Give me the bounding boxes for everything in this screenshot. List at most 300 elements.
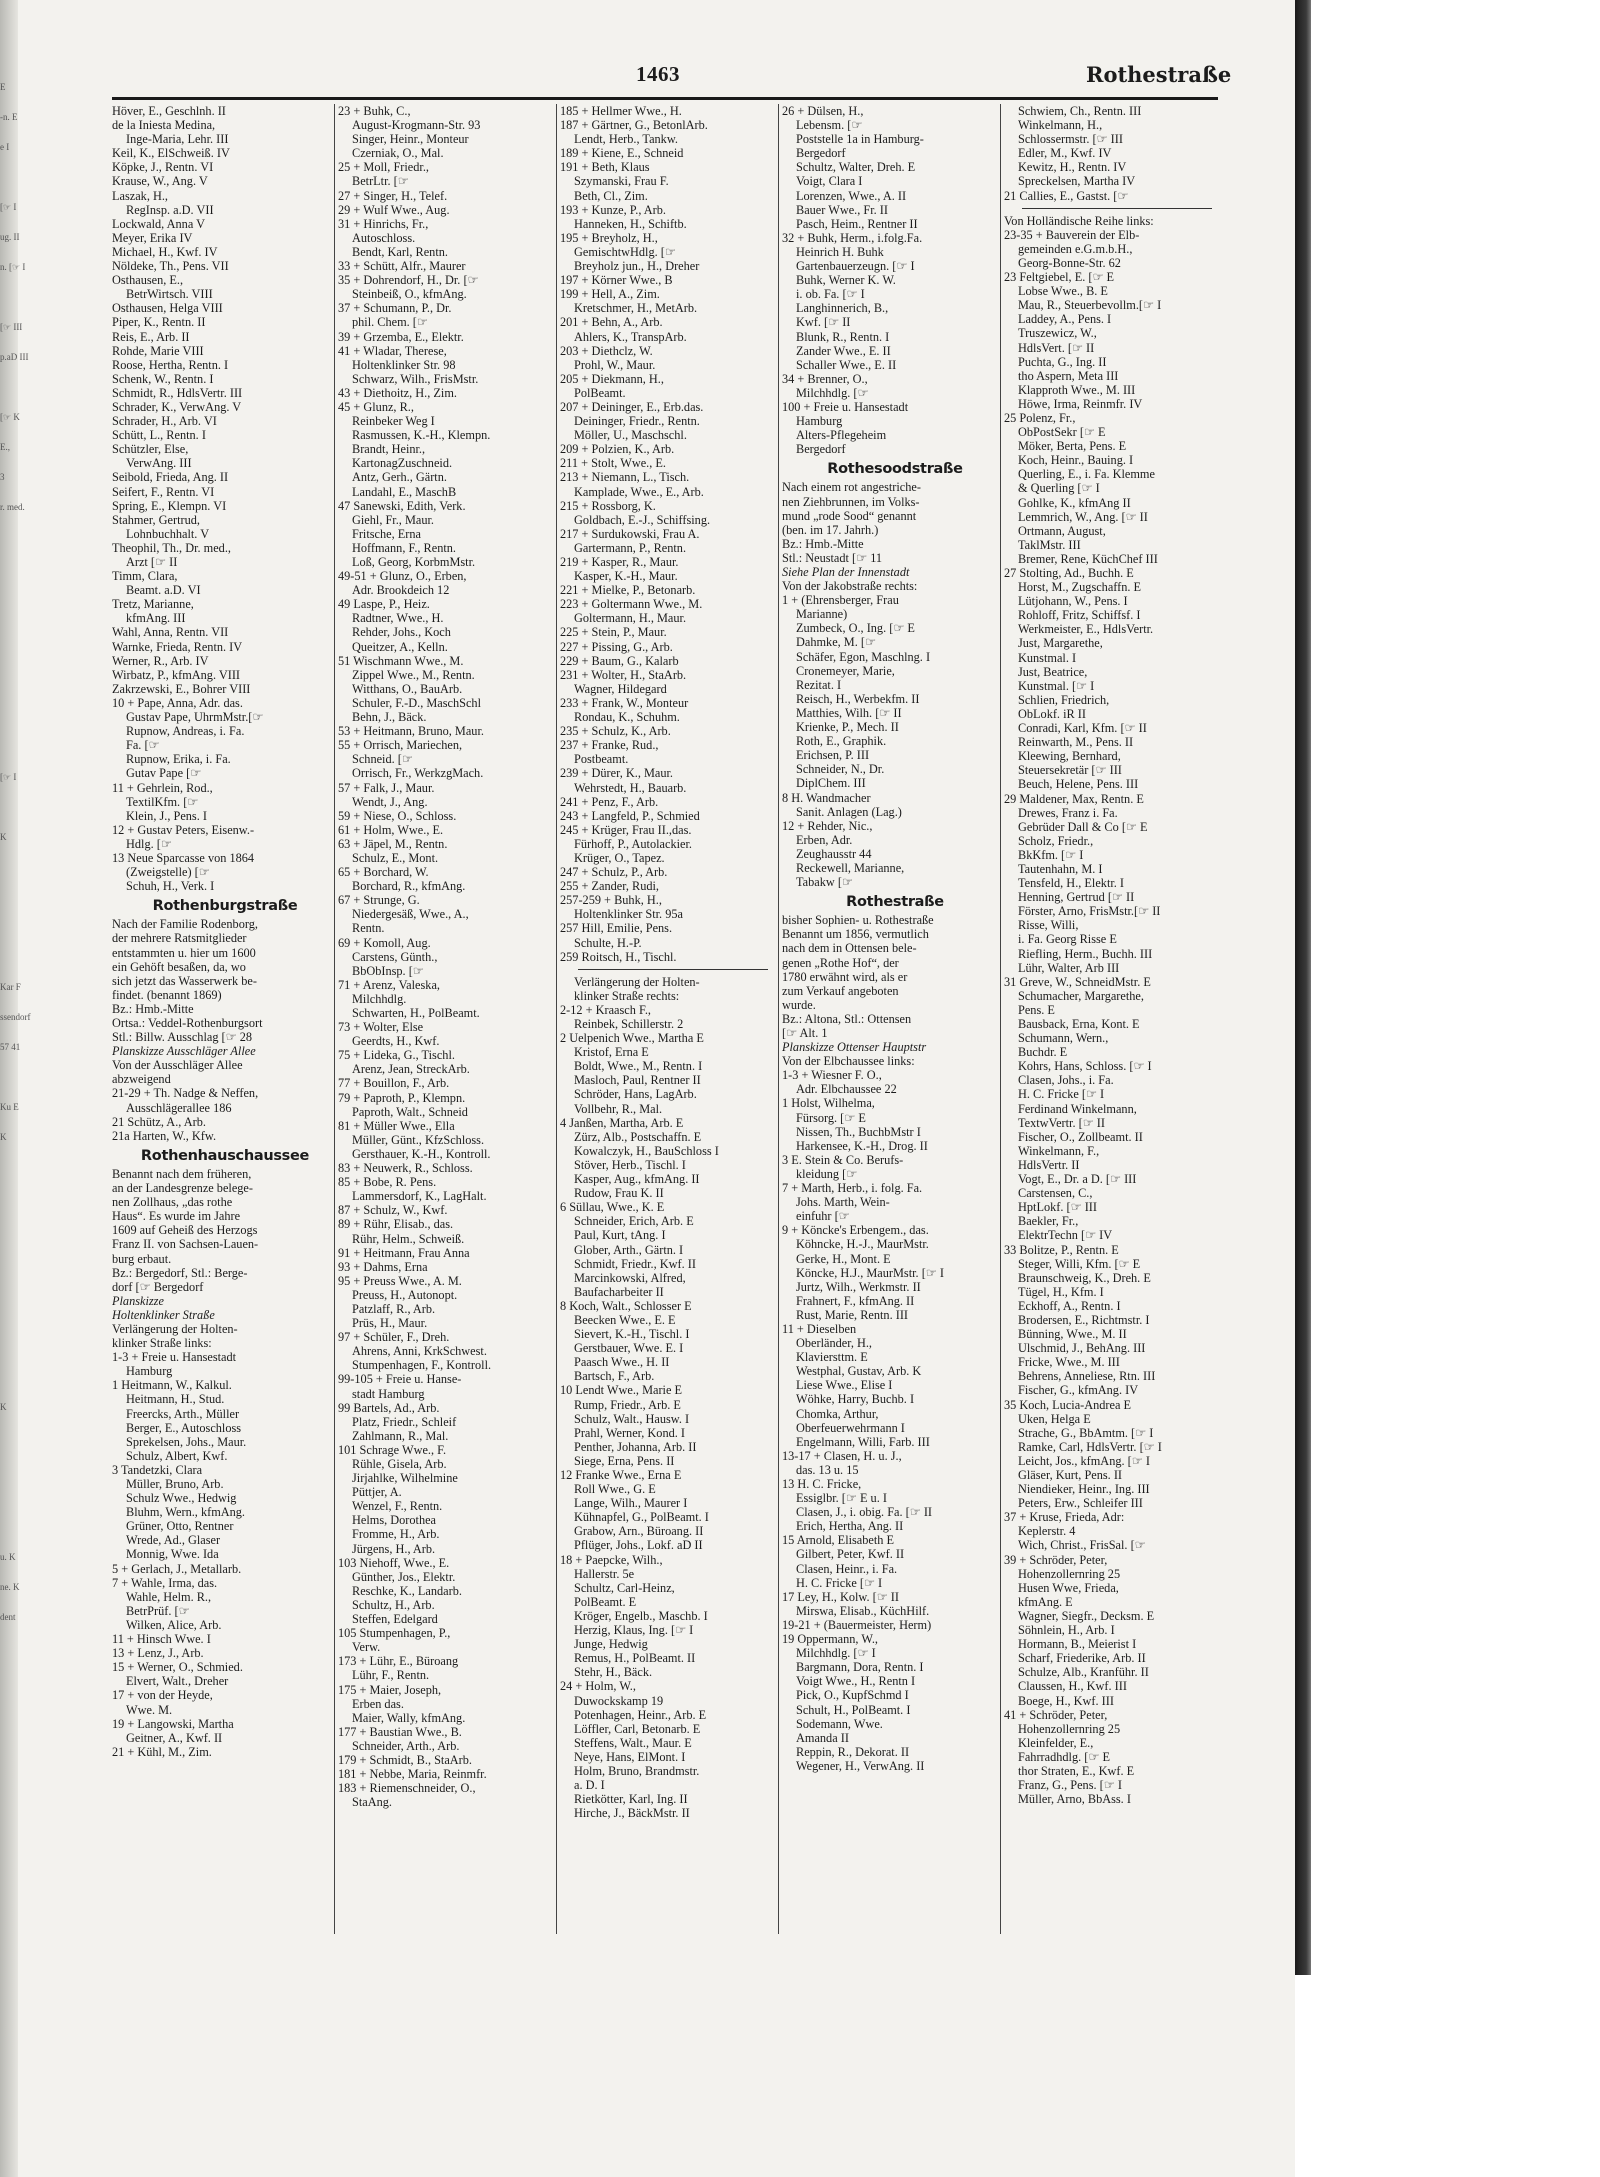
- directory-entry: Patzlaff, R., Arb.: [352, 1301, 436, 1316]
- directory-entry: Krüger, O., Tapez.: [574, 850, 665, 865]
- directory-entry: KartonagZuschneid.: [352, 456, 453, 471]
- directory-entry: 9 + Köncke's Erbengem., das.: [782, 1223, 929, 1238]
- directory-entry: 223 + Goltermann Wwe., M.: [560, 597, 703, 612]
- directory-entry: 193 + Kunze, P., Arb.: [560, 202, 666, 217]
- directory-entry: Müller, Bruno, Arb.: [126, 1477, 224, 1491]
- directory-entry: 37 + Schumann, P., Dr.: [338, 301, 452, 316]
- page-edge-shadow: [1295, 0, 1311, 1975]
- directory-entry: Blunk, R., Rentn. I: [796, 329, 890, 344]
- directory-entry: 99-105 + Freie u. Hanse-: [338, 1372, 462, 1387]
- column-divider: [556, 104, 557, 1934]
- column-divider: [334, 104, 335, 1934]
- directory-entry: Penther, Johanna, Arb. II: [574, 1439, 697, 1454]
- directory-entry: 12 + Rehder, Nic.,: [782, 818, 873, 833]
- adjacent-page-fragment: [0, 650, 18, 680]
- directory-entry: Schneider, N., Dr.: [796, 762, 885, 777]
- directory-entry: Fricke, Wwe., M. III: [1018, 1355, 1120, 1370]
- directory-entry: Theophil, Th., Dr. med.,: [112, 540, 231, 555]
- directory-entry: bisher Sophien- u. Rothestraße: [782, 913, 934, 928]
- directory-entry: de la Iniesta Medina,: [112, 118, 216, 133]
- directory-entry: Risse, Willi,: [1018, 918, 1079, 933]
- directory-entry: Schulz Wwe., Hedwig: [126, 1491, 237, 1506]
- directory-entry: Deininger, Friedr., Rentn.: [574, 414, 700, 429]
- directory-entry: Nissen, Th., BuchbMstr I: [796, 1124, 921, 1139]
- directory-entry: Söhnlein, H., Arb. I: [1018, 1623, 1115, 1638]
- directory-entry: 63 + Jäpel, M., Rentn.: [338, 836, 448, 851]
- directory-entry: 67 + Strunge, G.: [338, 893, 420, 908]
- directory-entry: 34 + Brenner, O.,: [782, 371, 868, 386]
- adjacent-page-fragment: Kar F: [0, 982, 21, 992]
- directory-entry: 35 Koch, Lucia-Andrea E: [1004, 1397, 1132, 1412]
- directory-entry: Jurtz, Wilh., Werkmstr. II: [796, 1279, 921, 1294]
- directory-entry: Roth, E., Graphik.: [796, 734, 887, 749]
- directory-entry: Rust, Marie, Rentn. III: [796, 1307, 909, 1322]
- directory-entry: Bz.: Altona, Stl.: Ottensen: [782, 1011, 912, 1026]
- directory-entry: Paul, Kurt, tAng. I: [574, 1228, 666, 1243]
- directory-entry: Schuh, H., Verk. I: [126, 879, 215, 894]
- directory-column-5: [1004, 104, 1230, 1984]
- directory-entry: 199 + Hell, A., Zim.: [560, 287, 660, 302]
- directory-entry: Kasper, K.-H., Maur.: [574, 569, 678, 584]
- directory-entry: 19 Oppermann, W.,: [782, 1632, 878, 1647]
- directory-entry: Kwf. [☞ II: [796, 315, 851, 330]
- directory-entry: Benannt um 1856, vermutlich: [782, 927, 929, 942]
- directory-entry: Loß, Georg, KorbmMstr.: [352, 555, 476, 569]
- directory-entry: Schwarten, H., PolBeamt.: [352, 1006, 480, 1020]
- directory-entry: 255 + Zander, Rudi,: [560, 879, 659, 894]
- directory-entry: 100 + Freie u. Hansestadt: [782, 399, 909, 414]
- directory-entry: 25 + Moll, Friedr.,: [338, 160, 429, 175]
- directory-entry: Reinwarth, M., Pens. II: [1018, 735, 1134, 750]
- directory-entry: Zeughausstr 44: [796, 846, 872, 861]
- directory-entry: 1609 auf Geheiß des Herzogs: [112, 1223, 258, 1238]
- adjacent-page-fragment: [0, 920, 18, 950]
- directory-entry: Ausschlägerallee 186: [126, 1100, 232, 1115]
- directory-entry: thor Straten, E., Kwf. E: [1018, 1763, 1135, 1778]
- directory-entry: 24 + Holm, W.,: [560, 1679, 636, 1694]
- column-divider: [778, 104, 779, 1934]
- directory-entry: 243 + Langfeld, P., Schmied: [560, 808, 700, 823]
- directory-entry: Wahle, Helm. R.,: [126, 1589, 212, 1604]
- directory-entry: Rudow, Frau K. II: [574, 1186, 664, 1201]
- directory-entry: Gutav Pape [☞: [126, 766, 202, 781]
- directory-entry: Boege, H., Kwf. III: [1018, 1693, 1114, 1708]
- directory-entry: Rump, Friedr., Arb. E: [574, 1397, 681, 1412]
- directory-entry: Beth, Cl., Zim.: [574, 188, 648, 203]
- directory-entry: Pflüger, Johs., Lokf. aD II: [574, 1538, 703, 1553]
- directory-entry: Lange, Wilh., Maurer I: [574, 1496, 688, 1511]
- directory-entry: Klein, J., Pens. I: [126, 808, 207, 823]
- directory-entry: Mau, R., Steuerbevollm.[☞ I: [1018, 298, 1162, 313]
- directory-entry: Prahl, Werner, Kond. I: [574, 1425, 685, 1440]
- directory-entry: Köpke, J., Rentn. VI: [112, 160, 214, 175]
- directory-entry: Schulte, H.-P.: [574, 935, 642, 950]
- directory-entry: 1 + (Ehrensberger, Frau: [782, 593, 899, 608]
- directory-entry: Schneider, Arth., Arb.: [352, 1738, 460, 1753]
- directory-entry: 51 Wischmann Wwe., M.: [338, 653, 464, 668]
- directory-entry: Kretschmer, H., MetArb.: [574, 301, 698, 316]
- directory-entry: Holm, Bruno, Brandmstr.: [574, 1763, 700, 1778]
- directory-entry: 217 + Surdukowski, Frau A.: [560, 526, 700, 541]
- directory-entry: Lebensm. [☞: [796, 118, 863, 133]
- directory-entry: Orrisch, Fr., WerkzgMach.: [352, 766, 484, 781]
- directory-entry: August-Krogmann-Str. 93: [352, 118, 481, 133]
- directory-entry: Gerke, H., Mont. E: [796, 1251, 891, 1266]
- directory-entry: Hamburg: [126, 1364, 173, 1379]
- adjacent-page-fragment: ug. II: [0, 232, 20, 242]
- directory-entry: Nach der Familie Rodenborg,: [112, 917, 258, 932]
- directory-entry: Nach einem rot angestriche-: [782, 480, 921, 495]
- directory-entry: Clasen, Heinr., i. Fa.: [796, 1561, 898, 1576]
- directory-entry: burg erbaut.: [112, 1251, 172, 1266]
- directory-entry: Schulz, E., Mont.: [352, 850, 439, 865]
- directory-entry: Fürsorg. [☞ E: [796, 1110, 866, 1125]
- adjacent-page-fragment: ne. K: [0, 1582, 20, 1592]
- directory-entry: Hirche, J., BäckMstr. II: [574, 1806, 690, 1821]
- directory-entry: (ben. im 17. Jahrh.): [782, 522, 879, 537]
- directory-entry: Milchhdlg. [☞ I: [796, 1646, 876, 1661]
- directory-entry: 259 Roitsch, H., Tischl.: [560, 949, 677, 964]
- directory-entry: Schmidt, R., HdlsVertr. III: [112, 385, 243, 400]
- directory-entry: Steger, Willi, Kfm. [☞ E: [1018, 1256, 1141, 1271]
- directory-entry: Winkelmann, F.,: [1018, 1143, 1100, 1158]
- directory-entry: H. C. Fricke [☞ I: [796, 1575, 883, 1590]
- directory-column-4: [782, 104, 1008, 1984]
- directory-entry: Geitner, A., Kwf. II: [126, 1730, 223, 1745]
- directory-entry: Zahlmann, R., Mal.: [352, 1428, 449, 1443]
- directory-entry: Tügel, H., Kfm. I: [1018, 1284, 1104, 1299]
- directory-entry: Georg-Bonne-Str. 62: [1018, 255, 1121, 270]
- directory-entry: 175 + Maier, Joseph,: [338, 1682, 442, 1697]
- directory-entry: Bauer Wwe., Fr. II: [796, 202, 888, 217]
- directory-entry: Stumpenhagen, F., Kontroll.: [352, 1358, 492, 1373]
- directory-entry: Kleinfelder, E.,: [1018, 1735, 1094, 1750]
- directory-entry: entstammten u. hier um 1600: [112, 945, 256, 960]
- directory-entry: Reisch, H., Werbekfm. II: [796, 691, 920, 706]
- adjacent-page-fragment: [0, 680, 18, 710]
- directory-entry: 59 + Niese, O., Schloss.: [338, 808, 457, 823]
- directory-entry: 213 + Niemann, L., Tisch.: [560, 470, 690, 485]
- directory-entry: Schrader, H., Arb. VI: [112, 414, 217, 429]
- directory-entry: an der Landesgrenze belege-: [112, 1181, 253, 1196]
- directory-entry: Rohde, Marie VIII: [112, 343, 204, 358]
- directory-entry: 53 + Heitmann, Bruno, Maur.: [338, 724, 484, 739]
- directory-entry: Maier, Wally, kfmAng.: [352, 1710, 466, 1725]
- directory-entry: HdlsVert. [☞ II: [1018, 340, 1095, 355]
- directory-entry: Engelmann, Willi, Farb. III: [796, 1434, 930, 1449]
- directory-entry: Dahmke, M. [☞: [796, 635, 877, 650]
- directory-entry: Reschke, K., Landarb.: [352, 1583, 462, 1598]
- directory-entry: 239 + Dürer, K., Maur.: [560, 766, 673, 781]
- directory-entry: Paasch Wwe., H. II: [574, 1355, 670, 1370]
- directory-entry: 15 + Werner, O., Schmied.: [112, 1660, 243, 1675]
- directory-entry: Verlängerung der Holten-: [112, 1321, 238, 1336]
- directory-entry: Franz, G., Pens. [☞ I: [1018, 1778, 1122, 1793]
- directory-entry: Zürz, Alb., Postschaffn. E: [574, 1129, 702, 1144]
- directory-entry: Goldbach, E.-J., Schiffsing.: [574, 512, 711, 527]
- directory-entry: Wich, Christ., FrisSal. [☞: [1018, 1538, 1146, 1553]
- directory-entry: 203 + Diethclz, W.: [560, 343, 653, 358]
- directory-entry: BkKfm. [☞ I: [1018, 847, 1084, 862]
- directory-entry: Gartermann, P., Rentn.: [574, 540, 687, 555]
- directory-entry: 45 + Glunz, R.,: [338, 399, 414, 414]
- directory-entry: Erich, Hertha, Ang. II: [796, 1519, 904, 1534]
- directory-entry: Leicht, Jos., kfmAng. [☞ I: [1018, 1453, 1150, 1468]
- directory-entry: 13 H. C. Fricke,: [782, 1477, 862, 1491]
- directory-entry: 77 + Bouillon, F., Arb.: [338, 1076, 450, 1091]
- directory-entry: Schult, H., PolBeamt. I: [796, 1702, 911, 1717]
- directory-entry: klinker Straße rechts:: [574, 988, 680, 1003]
- adjacent-page-fragment: n. [☞ I: [0, 262, 26, 272]
- directory-entry: Hanneken, H., Schiftb.: [574, 216, 687, 231]
- directory-entry: Reckewell, Marianne,: [796, 860, 905, 875]
- directory-entry: Zumbeck, O., Ing. [☞ E: [796, 621, 915, 636]
- directory-entry: Borchard, R., kfmAng.: [352, 879, 466, 894]
- adjacent-page-fragment: [0, 1250, 18, 1280]
- directory-entry: 32 + Buhk, Herm., i.folg.Fa.: [782, 230, 923, 245]
- directory-entry: 73 + Wolter, Else: [338, 1020, 424, 1035]
- directory-entry: Schrader, K., VerwAng. V: [112, 399, 242, 414]
- section-divider: [578, 969, 768, 970]
- directory-entry: Verlängerung der Holten-: [574, 974, 700, 989]
- directory-entry: Just, Margarethe,: [1018, 636, 1103, 651]
- directory-entry: Pasch, Heim., Rentner II: [796, 216, 918, 231]
- directory-entry: DiplChem. III: [796, 776, 866, 791]
- directory-entry: 229 + Baum, G., Kalarb: [560, 653, 679, 668]
- directory-entry: Lemmrich, W., Ang. [☞ II: [1018, 509, 1148, 524]
- adjacent-page-fragment: [☞ I: [0, 202, 17, 212]
- directory-entry: nen Zollhaus, „das rothe: [112, 1195, 233, 1210]
- directory-entry: 225 + Stein, P., Maur.: [560, 625, 667, 640]
- directory-entry: Marianne): [796, 607, 848, 622]
- directory-entry: Schäfer, Egon, Maschlng. I: [796, 649, 931, 664]
- directory-entry: Laddey, A., Pens. I: [1018, 312, 1112, 327]
- directory-entry: Behrens, Anneliese, Rtn. III: [1018, 1369, 1156, 1384]
- directory-entry: 101 Schrage Wwe., F.: [338, 1442, 447, 1457]
- directory-entry: 23 Feltgiebel, E. [☞ E: [1004, 270, 1115, 285]
- directory-entry: TextwVertr. [☞ II: [1018, 1115, 1105, 1130]
- street-section-title: Rothenburgstraße: [152, 898, 298, 915]
- adjacent-page-fragment: [0, 1310, 18, 1340]
- directory-entry: Höwe, Irma, Reinmfr. IV: [1018, 396, 1143, 411]
- directory-entry: Milchhdlg. [☞: [796, 385, 869, 400]
- directory-entry: Scharf, Friederike, Arb. II: [1018, 1651, 1146, 1666]
- directory-entry: Poststelle 1a in Hamburg-: [796, 132, 924, 147]
- directory-entry: Werkmeister, E., HdlsVertr.: [1018, 622, 1154, 637]
- directory-entry: BetrWirtsch. VIII: [126, 287, 213, 302]
- directory-entry: HptLokf. [☞ III: [1018, 1200, 1097, 1215]
- directory-entry: Püttjer, A.: [352, 1485, 402, 1500]
- directory-entry: Stl.: Neustadt [☞ 11: [782, 550, 883, 565]
- directory-entry: Junge, Hedwig: [574, 1637, 648, 1652]
- directory-entry: Oberländer, H.,: [796, 1336, 872, 1351]
- directory-entry: Braunschweig, K., Dreh. E: [1018, 1270, 1151, 1285]
- directory-entry: Carstensen, C.,: [1018, 1186, 1093, 1201]
- adjacent-page-fragment: [☞ K: [0, 412, 20, 422]
- directory-entry: 35 + Dohrendorf, H., Dr. [☞: [338, 273, 479, 288]
- adjacent-page-fragment: [0, 710, 18, 740]
- adjacent-page-fragment: dent: [0, 1612, 16, 1622]
- directory-entry: Sodemann, Wwe.: [796, 1716, 883, 1731]
- directory-entry: Schuler, F.-D., MaschSchl: [352, 695, 481, 710]
- directory-entry: Amanda II: [796, 1730, 849, 1745]
- directory-entry: Neye, Hans, ElMont. I: [574, 1749, 686, 1764]
- directory-entry: Klaviersttm. E: [796, 1350, 868, 1365]
- directory-entry: 189 + Kiene, E., Schneid: [560, 146, 684, 161]
- directory-entry: Querling, E., i. Fa. Klemme: [1018, 467, 1155, 482]
- directory-entry: Roll Wwe., G. E: [574, 1482, 656, 1497]
- directory-entry: 17 Ley, H., Kolw. [☞ II: [782, 1589, 900, 1604]
- directory-entry: Goltermann, H., Maur.: [574, 611, 687, 626]
- directory-entry: Hohenzollernring 25: [1018, 1721, 1121, 1736]
- directory-entry: Westphal, Gustav, Arb. K: [796, 1364, 922, 1379]
- directory-entry: 181 + Nebbe, Maria, Reinmfr.: [338, 1767, 487, 1782]
- directory-entry: 207 + Deininger, E., Erb.das.: [560, 399, 704, 414]
- directory-entry: Brandt, Heinr.,: [352, 442, 426, 457]
- running-street-header: Rothestraße: [1086, 62, 1232, 87]
- directory-entry: ObPostSekr [☞ E: [1018, 425, 1106, 440]
- directory-entry: 103 Niehoff, Wwe., E.: [338, 1555, 450, 1570]
- directory-entry: 8 H. Wandmacher: [782, 790, 871, 805]
- adjacent-page-fragment: K: [0, 832, 7, 842]
- directory-entry: Seibold, Frieda, Ang. II: [112, 470, 229, 485]
- directory-entry: Fahrradhdlg. [☞ E: [1018, 1749, 1110, 1764]
- directory-entry: 27 + Singer, H., Telef.: [338, 188, 448, 203]
- directory-entry: 75 + Lideka, G., Tischl.: [338, 1048, 455, 1063]
- directory-entry: Bendt, Karl, Rentn.: [352, 244, 448, 259]
- directory-entry: Piper, K., Rentn. II: [112, 315, 206, 330]
- directory-entry: GemischtwHdlg. [☞: [574, 244, 676, 259]
- directory-entry: Chomka, Arthur,: [796, 1406, 879, 1421]
- directory-entry: 12 + Gustav Peters, Eisenw.-: [112, 822, 255, 837]
- directory-entry: Monnig, Wwe. Ida: [126, 1547, 219, 1562]
- directory-entry: 91 + Heitmann, Frau Anna: [338, 1245, 470, 1260]
- directory-entry: 65 + Borchard, W.: [338, 865, 429, 880]
- directory-entry: einfuhr [☞: [796, 1209, 850, 1224]
- directory-entry: [☞ Alt. 1: [782, 1026, 828, 1040]
- directory-entry: Frahnert, F., kfmAng. II: [796, 1293, 915, 1308]
- directory-entry: Schulze, Alb., Kranführ. II: [1018, 1665, 1149, 1680]
- directory-entry: 13 Neue Sparcasse von 1864: [112, 850, 255, 865]
- directory-entry: 231 + Wolter, H., StaArb.: [560, 667, 687, 682]
- adjacent-page-fragment: [0, 1460, 18, 1490]
- directory-entry: Sanit. Anlagen (Lag.): [796, 804, 902, 819]
- directory-entry: Sprekelsen, Johs., Maur.: [126, 1434, 247, 1449]
- directory-entry: 39 + Schröder, Peter,: [1004, 1552, 1108, 1567]
- directory-entry: kfmAng. III: [126, 611, 186, 626]
- directory-entry: das. 13 u. 15: [796, 1462, 859, 1477]
- directory-entry: Heitmann, H., Stud.: [126, 1392, 225, 1407]
- directory-entry: Von der Jakobstraße rechts:: [782, 579, 918, 594]
- directory-entry: Radtner, Wwe., H.: [352, 611, 444, 626]
- directory-entry: Johs. Marth, Wein-: [796, 1195, 890, 1210]
- directory-entry: 23 + Buhk, C.,: [338, 104, 411, 118]
- directory-entry: Beuch, Helene, Pens. III: [1018, 777, 1139, 792]
- street-section-title: Rothesoodstraße: [827, 461, 963, 478]
- directory-entry: Baufacharbeiter II: [574, 1284, 664, 1299]
- directory-entry: 61 + Holm, Wwe., E.: [338, 822, 444, 837]
- directory-entry: 195 + Breyholz, H.,: [560, 230, 658, 245]
- directory-entry: Jirjahlke, Wilhelmine: [352, 1471, 458, 1486]
- directory-entry: Czerniak, O., Mal.: [352, 146, 444, 161]
- directory-entry: 25 Polenz, Fr.,: [1004, 410, 1076, 425]
- directory-entry: Rühle, Gisela, Arb.: [352, 1457, 447, 1471]
- directory-entry: Stahmer, Gertrud,: [112, 512, 200, 527]
- directory-entry: Planskizze: [112, 1293, 164, 1308]
- directory-entry: Masloch, Paul, Rentner II: [574, 1073, 701, 1088]
- directory-entry: Steffen, Edelgard: [352, 1612, 438, 1627]
- directory-entry: gemeinden e.G.m.b.H.,: [1018, 241, 1133, 256]
- directory-entry: 19 + Langowski, Martha: [112, 1716, 234, 1731]
- directory-entry: Reppin, R., Dekorat. II: [796, 1744, 910, 1759]
- directory-entry: findet. (benannt 1869): [112, 987, 222, 1002]
- directory-entry: Schumann, Wern.,: [1018, 1031, 1109, 1046]
- directory-entry: Köhncke, H.-J., MaurMstr.: [796, 1237, 929, 1252]
- directory-entry: Vogt, E., Dr. a D. [☞ III: [1018, 1172, 1137, 1187]
- directory-entry: ObLokf. iR II: [1018, 706, 1086, 721]
- directory-entry: 7 + Marth, Herb., i. folg. Fa.: [782, 1181, 923, 1196]
- directory-entry: Reis, E., Arb. II: [112, 329, 190, 344]
- directory-entry: ein Gehöft besaßen, da, wo: [112, 959, 246, 974]
- directory-entry: 13-17 + Clasen, H. u. J.,: [782, 1448, 902, 1463]
- directory-entry: 99 Bartels, Ad., Arb.: [338, 1400, 440, 1415]
- adjacent-page-fragment: [☞ III: [0, 322, 23, 332]
- header-rule: [112, 97, 1218, 100]
- adjacent-page-fragment: [0, 380, 18, 410]
- directory-entry: 6 Süllau, Wwe., K. E: [560, 1200, 665, 1215]
- directory-entry: Buhk, Werner K. W.: [796, 273, 896, 288]
- directory-entry: Fischer, O., Zollbeamt. II: [1018, 1129, 1143, 1144]
- directory-entry: Singer, Heinr., Monteur: [352, 132, 469, 147]
- directory-entry: zum Verkauf angeboten: [782, 983, 899, 998]
- directory-entry: Kröger, Engelb., Maschb. I: [574, 1608, 708, 1623]
- directory-entry: Fürhoff, P., Autolackier.: [574, 836, 692, 851]
- directory-entry: Kamplade, Wwe., E., Arb.: [574, 484, 704, 499]
- directory-entry: Bergedorf: [796, 146, 846, 161]
- directory-entry: tho Aspern, Meta III: [1018, 368, 1119, 383]
- directory-entry: 15 Arnold, Elisabeth E: [782, 1533, 895, 1548]
- section-divider: [1022, 208, 1212, 209]
- directory-entry: Clasen, Johs., i. Fa.: [1018, 1073, 1114, 1088]
- street-section-title: Rothenhauschaussee: [140, 1147, 310, 1164]
- directory-entry: Peters, Erw., Schleifer III: [1018, 1496, 1143, 1511]
- directory-entry: 1-3 + Freie u. Hansestadt: [112, 1350, 237, 1365]
- directory-entry: BetrLtr. [☞: [352, 174, 409, 189]
- adjacent-page-strip: [0, 80, 31, 1950]
- directory-column-2: [338, 104, 564, 1984]
- directory-entry: stadt Hamburg: [352, 1386, 425, 1401]
- adjacent-page-fragment: [0, 530, 18, 560]
- directory-entry: 89 + Rühr, Elisab., das.: [338, 1217, 454, 1232]
- directory-entry: 49 Laspe, P., Heiz.: [338, 597, 430, 612]
- adjacent-page-fragment: [0, 1220, 18, 1250]
- directory-entry: Rupnow, Erika, i. Fa.: [126, 752, 231, 767]
- directory-entry: Witthans, O., BauArb.: [352, 681, 463, 696]
- directory-entry: Kühnapfel, G., PolBeamt. I: [574, 1510, 709, 1525]
- directory-entry: Inge-Maria, Lehr. III: [126, 132, 229, 147]
- directory-entry: Schütt, L., Rentn. I: [112, 428, 206, 443]
- directory-entry: 21-29 + Th. Nadge & Neffen,: [112, 1086, 259, 1101]
- directory-entry: Platz, Friedr., Schleif: [352, 1414, 457, 1429]
- directory-entry: 41 + Schröder, Peter,: [1004, 1707, 1108, 1722]
- directory-entry: Stl.: Billw. Ausschlag [☞ 28: [112, 1030, 253, 1045]
- directory-entry: Uken, Helga E: [1018, 1411, 1091, 1426]
- directory-entry: Hallerstr. 5e: [574, 1566, 635, 1581]
- directory-entry: Rezitat. I: [796, 677, 842, 692]
- directory-entry: 31 Greve, W., SchneidMstr. E: [1004, 974, 1151, 989]
- directory-entry: 27 Stolting, Ad., Buchh. E: [1004, 566, 1134, 580]
- directory-entry: RegInsp. a.D. VII: [126, 202, 214, 217]
